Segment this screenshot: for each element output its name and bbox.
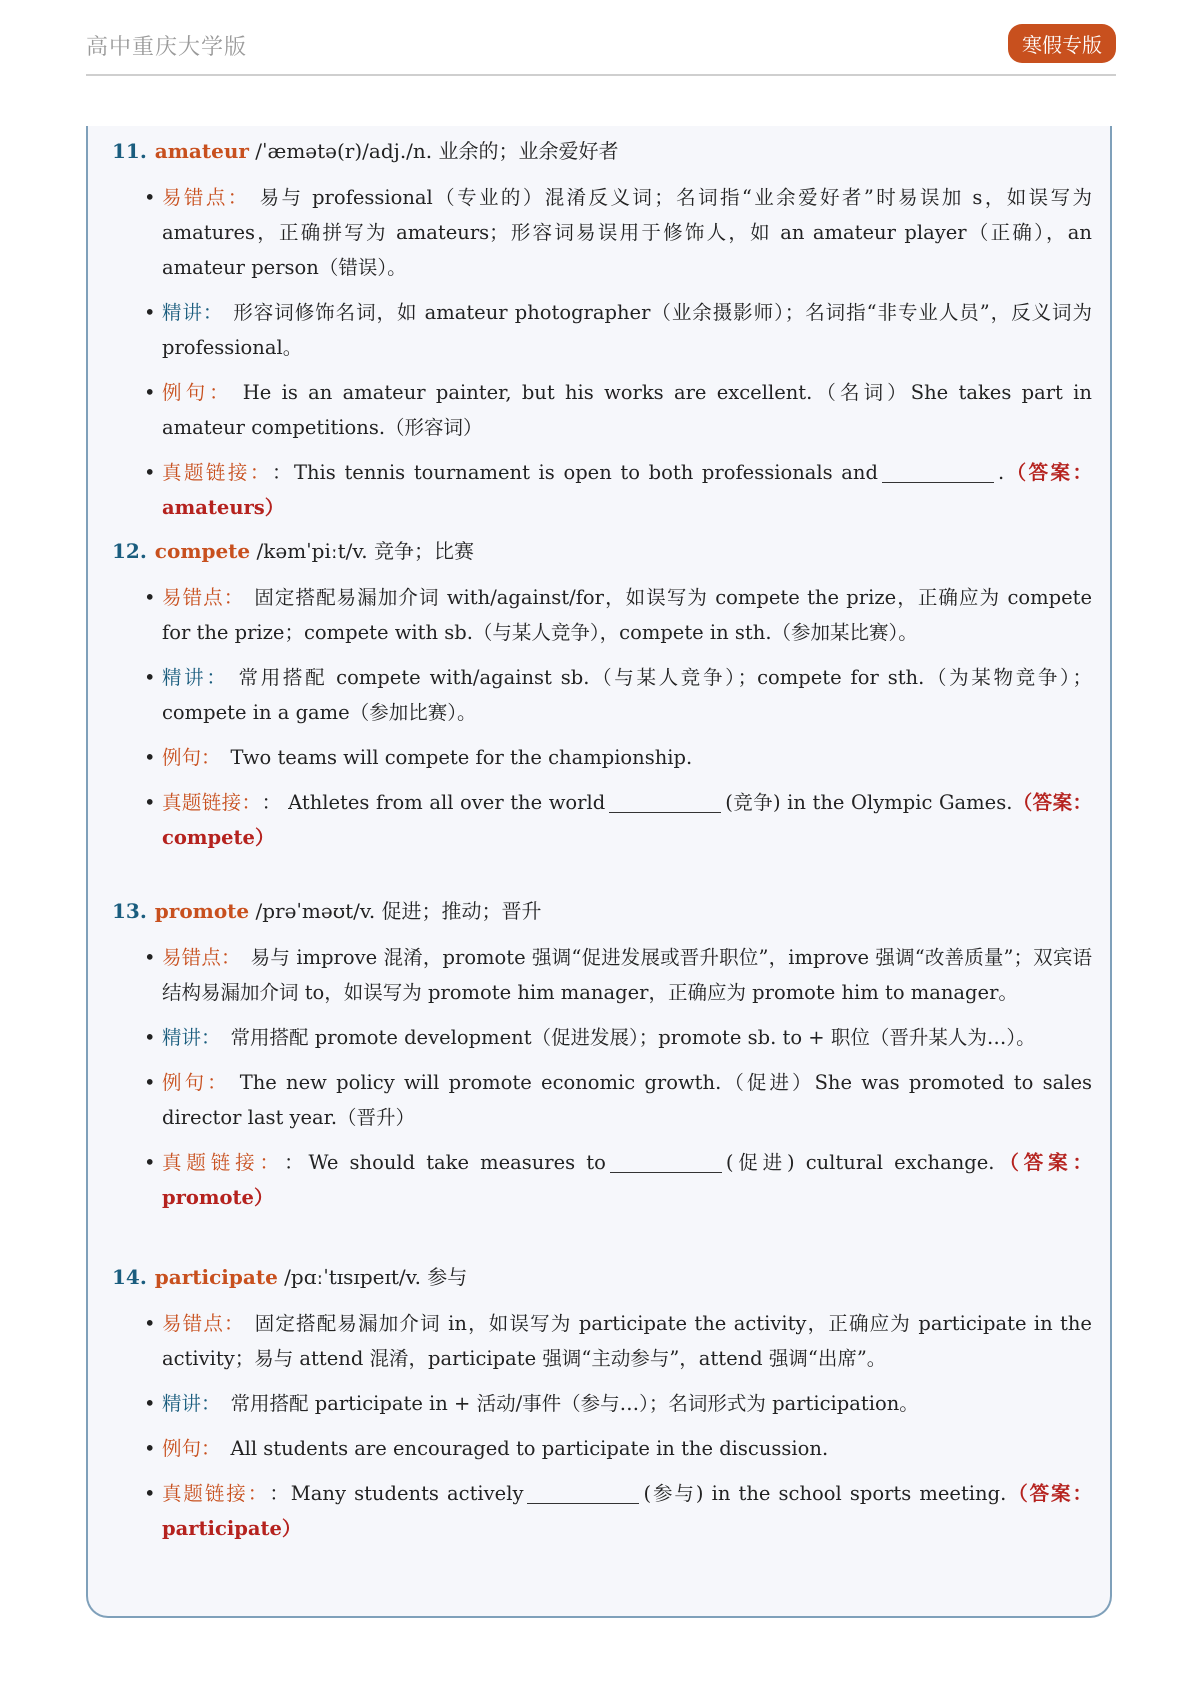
answer-text: （答案：compete） [162,791,1092,849]
bullet: • [144,1392,156,1415]
entry-points [112,180,1092,525]
explanation [144,660,1092,730]
common-error-text: 固定搭配易漏加介词 with/against/for，如误写为 compete the prize，正确应为 compete for the prize；compete with sb.（与某人竞争），compete in sth.（参加某比赛）。 [162,586,1092,644]
entry-number: 11. [112,139,147,163]
example-label: 例句： [162,1071,230,1094]
entry-definition: /pɑːˈtɪsɪpeɪt/v. 参与 [277,1265,468,1289]
common-error [144,180,1092,285]
example-sentence [144,375,1092,445]
example-text: All students are encouraged to participate in the discussion. [230,1437,829,1460]
fill-in-blank [527,1481,639,1504]
exam-question-post: (参与) in the school sports meeting. [643,1482,1007,1505]
exam-link-label: 真题链接： [162,1151,275,1174]
answer-text: （答案：participate） [162,1482,1092,1540]
exam-link [144,1476,1092,1546]
explanation-text: 形容词修饰名词，如 amateur photographer（业余摄影师）；名词指“非专业人员”，反义词为 professional。 [162,301,1092,359]
exam-link-label: 真题链接： [162,1482,260,1505]
example-text: Two teams will compete for the championship. [230,746,693,769]
vocab-entry-participate [112,1262,1092,1556]
header-divider [86,74,1116,76]
explanation [144,1386,1092,1421]
example-text: He is an amateur painter, but his works are excellent.（名词）She takes part in amateur competitions.（形容词） [162,381,1092,439]
entry-definition: /kəmˈpiːt/v. 竞争；比赛 [250,539,475,563]
common-error [144,580,1092,650]
entry-heading [112,536,1092,566]
exam-link-label: 真题链接： [162,461,263,484]
fill-in-blank [609,790,721,813]
example-sentence [144,1065,1092,1135]
example-sentence [144,1431,1092,1466]
explanation-label: 精讲： [162,666,229,689]
example-label: 例句： [162,381,233,404]
entry-word: compete [154,539,251,563]
exam-question-pre: ：We should take measures to [284,1151,606,1174]
answer-text: （答案：promote） [162,1151,1092,1209]
common-error-label: 易错点： [162,1312,245,1335]
exam-link [144,1145,1092,1215]
explanation-text: 常用搭配 compete with/against sb.（与某人竞争）；compete for sth.（为某物竞争）；compete in a game（参加比赛）。 [162,666,1092,724]
entry-definition: /ˈæmətə(r)/adj./n. 业余的；业余爱好者 [248,139,619,163]
bullet: • [144,791,156,814]
exam-question-pre: ：This tennis tournament is open to both professionals and [272,461,878,484]
bullet: • [144,1482,156,1505]
entry-word: amateur [154,139,249,163]
entry-word: promote [154,899,250,923]
exam-question-post: . [997,461,1005,484]
entry-points [112,940,1092,1215]
fill-in-blank [610,1150,722,1173]
exam-link [144,455,1092,525]
explanation-text: 常用搭配 promote development（促进发展）；promote sb. to + 职位（晋升某人为…）。 [230,1026,1036,1049]
explanation [144,1020,1092,1055]
exam-question-post: (竞争) in the Olympic Games. [725,791,1013,814]
entry-number: 13. [112,899,147,923]
entry-heading [112,1262,1092,1292]
explanation-label: 精讲： [162,1392,221,1415]
entry-definition: /prəˈməʊt/v. 促进；推动；晋升 [249,899,542,923]
example-label: 例句： [162,746,221,769]
common-error-label: 易错点： [162,946,241,969]
vocab-entry-promote [112,896,1092,1225]
vocab-entry-compete [112,536,1092,865]
bullet: • [144,186,156,209]
header-title: 高中重庆大学版 [86,35,248,60]
vocabulary-card [86,126,1112,1618]
common-error [144,1306,1092,1376]
explanation [144,295,1092,365]
bullet: • [144,1312,156,1335]
common-error [144,940,1092,1010]
exam-link [144,785,1092,855]
entry-word: participate [154,1265,278,1289]
bullet: • [144,381,156,404]
entry-number: 14. [112,1265,147,1289]
explanation-label: 精讲： [162,301,224,324]
common-error-label: 易错点： [162,586,245,609]
vocab-entry-amateur [112,136,1092,535]
bullet: • [144,1151,156,1174]
edition-badge: 寒假专版 [1008,24,1116,63]
entry-heading [112,136,1092,166]
common-error-text: 易与 professional（专业的）混淆反义词；名词指“业余爱好者”时易误加 s，如误写为 amatures，正确拼写为 amateurs；形容词易误用于修饰人，如 an amateur player（正确），an amateur person（错误）。 [162,186,1092,279]
exam-link-label: 真题链接： [162,791,252,814]
entry-heading [112,896,1092,926]
exam-question-pre: ： Athletes from all over the world [261,791,606,814]
bullet: • [144,1026,156,1049]
exam-question-pre: ：Many students actively [269,1482,524,1505]
bullet: • [144,1071,156,1094]
common-error-label: 易错点： [162,186,250,209]
explanation-text: 常用搭配 participate in + 活动/事件（参与…）；名词形式为 participation。 [230,1392,919,1415]
bullet: • [144,461,156,484]
entry-number: 12. [112,539,147,563]
bullet: • [144,666,156,689]
bullet: • [144,746,156,769]
example-sentence [144,740,1092,775]
example-text: The new policy will promote economic growth.（促进）She was promoted to sales director last year.（晋升） [162,1071,1092,1129]
bullet: • [144,946,156,969]
entry-points [112,580,1092,855]
bullet: • [144,301,156,324]
fill-in-blank [882,460,994,483]
common-error-text: 易与 improve 混淆，promote 强调“促进发展或晋升职位”，improve 强调“改善质量”；双宾语结构易漏加介词 to，如误写为 promote him manager，正确应为 promote him to manager。 [162,946,1092,1004]
bullet: • [144,586,156,609]
common-error-text: 固定搭配易漏加介词 in，如误写为 participate the activity，正确应为 participate in the activity；易与 attend 混淆，participate 强调“主动参与”，attend 强调“出席”。 [162,1312,1092,1370]
entry-points [112,1306,1092,1546]
bullet: • [144,1437,156,1460]
answer-text: （答案：amateurs） [162,461,1092,519]
example-label: 例句： [162,1437,221,1460]
explanation-label: 精讲： [162,1026,221,1049]
exam-question-post: (促进) cultural exchange. [725,1151,995,1174]
page-header [86,24,1116,76]
